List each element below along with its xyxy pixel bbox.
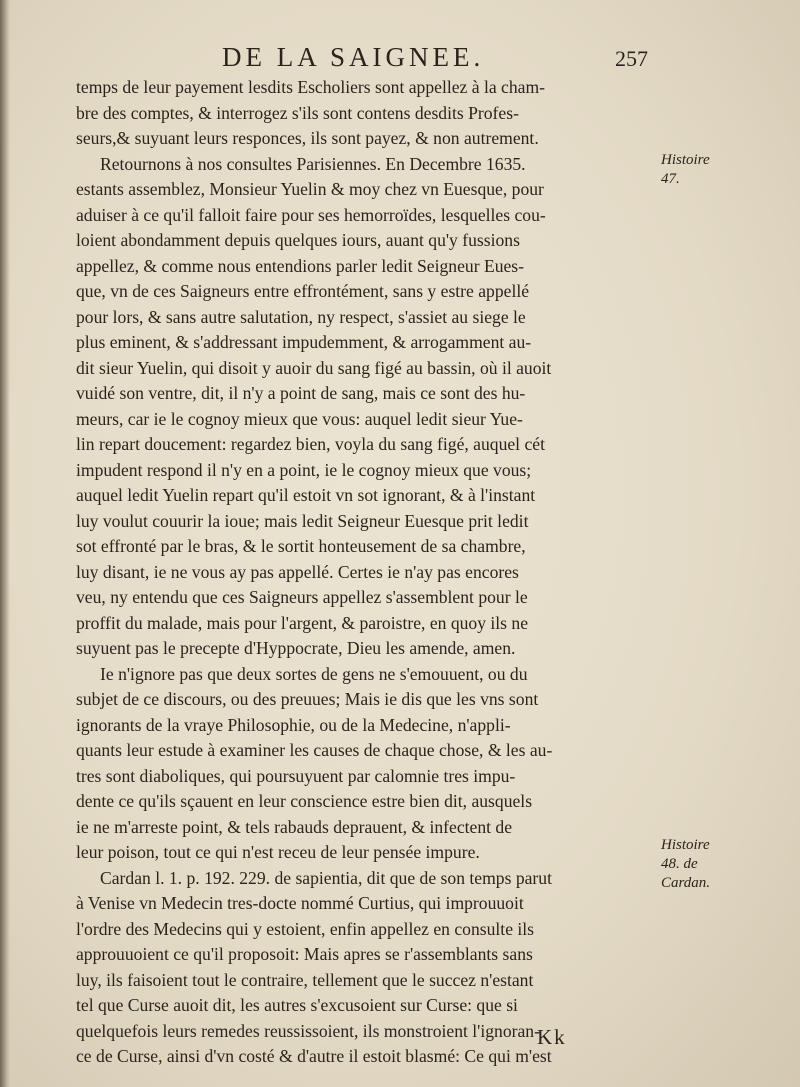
text-line: luy voulut couurir la ioue; mais ledit Seigneur Euesque prit ledit — [76, 510, 529, 531]
margin-note-line: 47. — [661, 171, 680, 187]
margin-note-line: Cardan. — [661, 875, 711, 891]
page-number: 257 — [615, 46, 648, 71]
text-line: luy, ils faisoient tout le contraire, tellement que le succez n'estant — [76, 969, 534, 990]
margin-note-line: Histoire — [661, 837, 710, 853]
text-line: seurs,& suyuant leurs responces, ils sont payez, & non autrement. — [76, 128, 539, 148]
text-line: quelquefois leurs remedes reussissoient, ils monstroient l'ignoran- — [76, 1020, 540, 1041]
text-line: ce de Curse, ainsi d'vn costé & d'autre il estoit blasmé: Ce qui m'est — [76, 1046, 552, 1066]
text-line: aduiser à ce qu'il falloit faire pour ses hemorroïdes, lesquelles cou- — [76, 204, 546, 225]
text-line: loient abondamment depuis quelques iours, auant qu'y fussions — [76, 230, 520, 250]
text-line: plus eminent, & s'addressant impudemment, & arrogamment au- — [76, 332, 532, 352]
text-line: luy disant, ie ne vous ay pas appellé. Certes ie n'ay pas encores — [76, 561, 519, 582]
body-text — [76, 75, 656, 1070]
text-line: ie ne m'arreste point, & tels rabauds deprauent, & infectent de — [76, 816, 513, 837]
text-line: Ie n'ignore pas que deux sortes de gens ne s'emouuent, ou du — [100, 663, 528, 684]
binding-gutter — [0, 0, 10, 1087]
text-line: tel que Curse auoit dit, les autres s'excusoient sur Curse: que si — [76, 995, 518, 1015]
margin-note-histoire-48 — [661, 836, 710, 893]
text-line: à Venise vn Medecin tres-docte nommé Curtius, qui improuuoit — [76, 893, 524, 913]
margin-note-line: Histoire — [661, 152, 710, 168]
text-line: l'ordre des Medecins qui y estoient, enfin appellez en consulte ils — [76, 918, 535, 939]
text-line: meurs, car ie le cognoy mieux que vous: auquel ledit sieur Yue- — [76, 408, 523, 429]
text-line: Retournons à nos consultes Parisiennes. En Decembre 1635. — [100, 153, 526, 174]
text-line: temps de leur payement lesdits Escholiers sont appellez à la cham- — [76, 77, 546, 97]
text-line: estants assemblez, Monsieur Yuelin & moy chez vn Euesque, pour — [76, 179, 544, 199]
text-line: vuidé son ventre, dit, il n'y a point de sang, mais ce sont des hu- — [76, 383, 526, 403]
text-line: dente ce qu'ils sçauent en leur conscience estre bien dit, ausquels — [76, 791, 533, 811]
signature-mark: Kk — [537, 1025, 567, 1049]
text-line: sot effronté par le bras, & le sortit honteusement de sa chambre, — [76, 536, 526, 556]
text-line: approuuoient ce qu'il proposoit: Mais apres se r'assemblants sans — [76, 944, 533, 964]
text-line: auquel ledit Yuelin repart qu'il estoit vn sot ignorant, & à l'instant — [76, 485, 536, 505]
text-line: dit sieur Yuelin, qui disoit y auoir du sang figé au bassin, où il auoit — [76, 357, 552, 378]
text-line: lin repart doucement: regardez bien, voyla du sang figé, auquel cét — [76, 434, 545, 454]
text-line: Cardan l. 1. p. 192. 229. de sapientia, dit que de son temps parut — [100, 867, 552, 888]
text-line: appellez, & comme nous entendions parler ledit Seigneur Eues- — [76, 255, 525, 276]
text-line: proffit du malade, mais pour l'argent, & paroistre, en quoy ils ne — [76, 612, 529, 633]
text-line: suyuent pas le precepte d'Hyppocrate, Dieu les amende, amen. — [76, 638, 516, 658]
margin-note-histoire-47 — [661, 151, 710, 189]
text-line: ignorants de la vraye Philosophie, ou de la Medecine, n'appli- — [76, 714, 511, 735]
margin-note-line: 48. de — [661, 856, 698, 872]
page-header — [0, 38, 800, 78]
text-line: leur poison, tout ce qui n'est receu de leur pensée impure. — [76, 842, 480, 862]
text-line: subjet de ce discours, ou des preuues; Mais ie dis que les vns sont — [76, 689, 539, 709]
text-line: quants leur estude à examiner les causes de chaque chose, & les au- — [76, 740, 553, 760]
text-line: impudent respond il n'y en a point, ie le cognoy mieux que vous; — [76, 459, 532, 480]
text-line: tres sont diaboliques, qui poursuyuent par calomnie tres impu- — [76, 765, 516, 786]
text-line: bre des comptes, & interrogez s'ils sont contens desdits Profes- — [76, 102, 519, 123]
text-line: que, vn de ces Saigneurs entre effrontément, sans y estre appellé — [76, 281, 530, 301]
running-title: DE LA SAIGNEE. — [222, 42, 485, 72]
text-line: veu, ny entendu que ces Saigneurs appellez s'assemblent pour le — [76, 587, 528, 607]
text-line: pour lors, & sans autre salutation, ny respect, s'assiet au siege le — [76, 306, 526, 327]
